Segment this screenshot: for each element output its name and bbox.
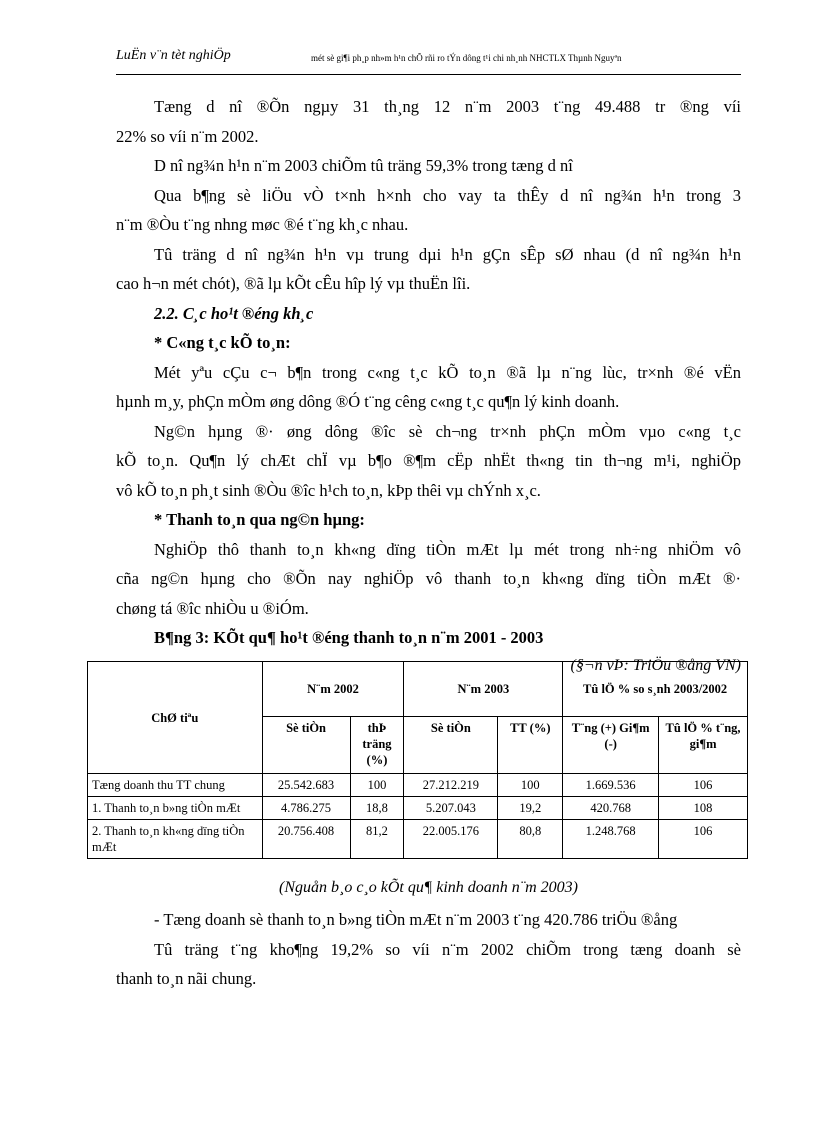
header-indicator: ChØ tiªu [88, 662, 263, 774]
paragraph-accounting-1-cont: hµnh m¸y, phÇn mÒm øng dông ®Ó t¨ng cêng c«ng t¸c qu¶n lý kinh doanh. [116, 392, 620, 411]
document-body [116, 92, 741, 679]
paragraph-structure-cont: cao h¬n mét chót), ®ã lµ kÕt cÊu hîp lý vµ thuËn lîi. [116, 274, 471, 293]
row-name: Tæng doanh thu TT chung [88, 774, 263, 797]
table-source-note: (Nguån b¸o c¸o kÕt qu¶ kinh doanh n¨m 2003) [279, 879, 578, 896]
paragraph-share-growth-cont: thanh to¸n nãi chung. [116, 969, 257, 988]
table-row [88, 774, 748, 797]
cell-share-2003: 19,2 [498, 797, 563, 820]
paragraph-short-term-share: D nî ng¾n h¹n n¨m 2003 chiÕm tû träng 59,3% trong tæng d nî [154, 156, 573, 175]
table-caption: B¶ng 3: KÕt qu¶ ho¹t ®éng thanh to¸n n¨m 2001 - 2003 [154, 628, 544, 647]
paragraph-accounting-1: Mét yªu cÇu c¬ b¶n trong c«ng t¸c kÕ to¸n ®ã lµ n¨ng lùc, tr×nh ®é vËn [154, 362, 741, 382]
header-amount-2002: Sè tiÒn [262, 717, 350, 774]
paragraph-share-growth: Tû träng t¨ng kho¶ng 19,2% so víi n¨m 2002 chiÕm trong tæng doanh sè [154, 939, 741, 959]
paragraph-loan-table-summary: Qua b¶ng sè liÖu vÒ t×nh h×nh cho vay ta thÊy d nî ng¾n h¹n trong 3 [154, 185, 741, 205]
paragraph-accounting-2-end: vô kÕ to¸n ph¸t sinh ®Òu ®îc h¹ch to¸n, kÞp thêi vµ chÝnh x¸c. [116, 480, 541, 500]
cell-share-2002: 81,2 [350, 820, 404, 859]
paragraph-payment: NghiÖp thô thanh to¸n kh«ng dïng tiÒn mÆt lµ mét trong nh÷ng nhiÖm vô [154, 539, 741, 559]
table-unit: (§¬n vÞ: TriÖu ®ång VN) [570, 656, 741, 674]
cell-amount-2003: 5.207.043 [404, 797, 498, 820]
payment-results-table [87, 661, 748, 859]
cell-amount-2002: 25.542.683 [262, 774, 350, 797]
header-amount-2003: Sè tiÒn [404, 717, 498, 774]
paragraph-cash-payment-growth: - Tæng doanh sè thanh to¸n b»ng tiÒn mÆt n¨m 2003 t¨ng 420.786 triÖu ®ång [154, 910, 678, 929]
cell-rate: 106 [659, 774, 748, 797]
paragraph-total-debt-cont: 22% so víi n¨m 2002. [116, 126, 259, 146]
subheading-bank-payment: * Thanh to¸n qua ng©n hµng: [154, 510, 365, 529]
paragraph-structure: Tû träng d nî ng¾n h¹n vµ trung dµi h¹n gÇn sÊp sØ nhau (d nî ng¾n h¹n [154, 244, 741, 264]
cell-amount-2003: 27.212.219 [404, 774, 498, 797]
cell-change: 420.768 [563, 797, 659, 820]
row-name: 1. Thanh to¸n b»ng tiÒn mÆt [88, 797, 263, 820]
header-share-2002: thÞ träng (%) [350, 717, 404, 774]
cell-amount-2002: 4.786.275 [262, 797, 350, 820]
header-thesis-label: LuËn v¨n tèt nghiÖp [116, 48, 231, 63]
cell-rate: 108 [659, 797, 748, 820]
cell-share-2003: 100 [498, 774, 563, 797]
header-year-2002: N¨m 2002 [262, 662, 404, 717]
cell-change: 1.669.536 [563, 774, 659, 797]
header-share-2003: TT (%) [498, 717, 563, 774]
paragraph-accounting-2-cont: kÕ to¸n. Qu¶n lý chÆt chÏ vµ b¶o ®¶m cËp nhËt th«ng tin th¬ng m¹i, nghiÖp [116, 451, 741, 470]
page-header [116, 46, 741, 75]
row-name: 2. Thanh to¸n kh«ng dïng tiÒn mÆt [88, 820, 263, 859]
post-table-section [116, 877, 741, 994]
header-rate: Tû lÖ % t¨ng, gi¶m [659, 717, 748, 774]
header-year-2003: N¨m 2003 [404, 662, 563, 717]
paragraph-accounting-2: Ng©n hµng ®· øng dông ®îc sè ch¬ng tr×nh phÇn mÒm vµo c«ng t¸c [154, 421, 741, 441]
paragraph-payment-cont: cña ng©n hµng cho ®Õn nay nghiÖp vô thanh to¸n kh«ng dïng tiÒn mÆt ®· [116, 569, 741, 588]
table-row [88, 797, 748, 820]
cell-rate: 106 [659, 820, 748, 859]
paragraph-loan-table-summary-cont: n¨m ®Òu t¨ng nhng møc ®é t¨ng kh¸c nhau. [116, 215, 409, 234]
table-row [88, 820, 748, 859]
header-thesis-title: mét sè gi¶i ph¸p nh»m h¹n chÕ rñi ro tÝn dông t¹i chi nh¸nh NHCTLX Thµnh Nguyªn [311, 53, 622, 63]
cell-share-2002: 18,8 [350, 797, 404, 820]
subheading-accounting: * C«ng t¸c kÕ to¸n: [154, 333, 291, 352]
paragraph-payment-end: chøng tá ®îc nhiÒu u ®iÓm. [116, 598, 309, 618]
header-change: T¨ng (+) Gi¶m (-) [563, 717, 659, 774]
section-heading-2-2: 2.2. C¸c ho¹t ®éng kh¸c [154, 303, 314, 323]
cell-amount-2003: 22.005.176 [404, 820, 498, 859]
cell-amount-2002: 20.756.408 [262, 820, 350, 859]
cell-share-2002: 100 [350, 774, 404, 797]
header-comparison: Tû lÖ % so s¸nh 2003/2002 [563, 662, 748, 717]
cell-share-2003: 80,8 [498, 820, 563, 859]
cell-change: 1.248.768 [563, 820, 659, 859]
paragraph-total-debt: Tæng d nî ®Õn ngµy 31 th¸ng 12 n¨m 2003 t¨ng 49.488 tr ®ng víi [154, 97, 741, 116]
table-header-row [88, 662, 748, 717]
